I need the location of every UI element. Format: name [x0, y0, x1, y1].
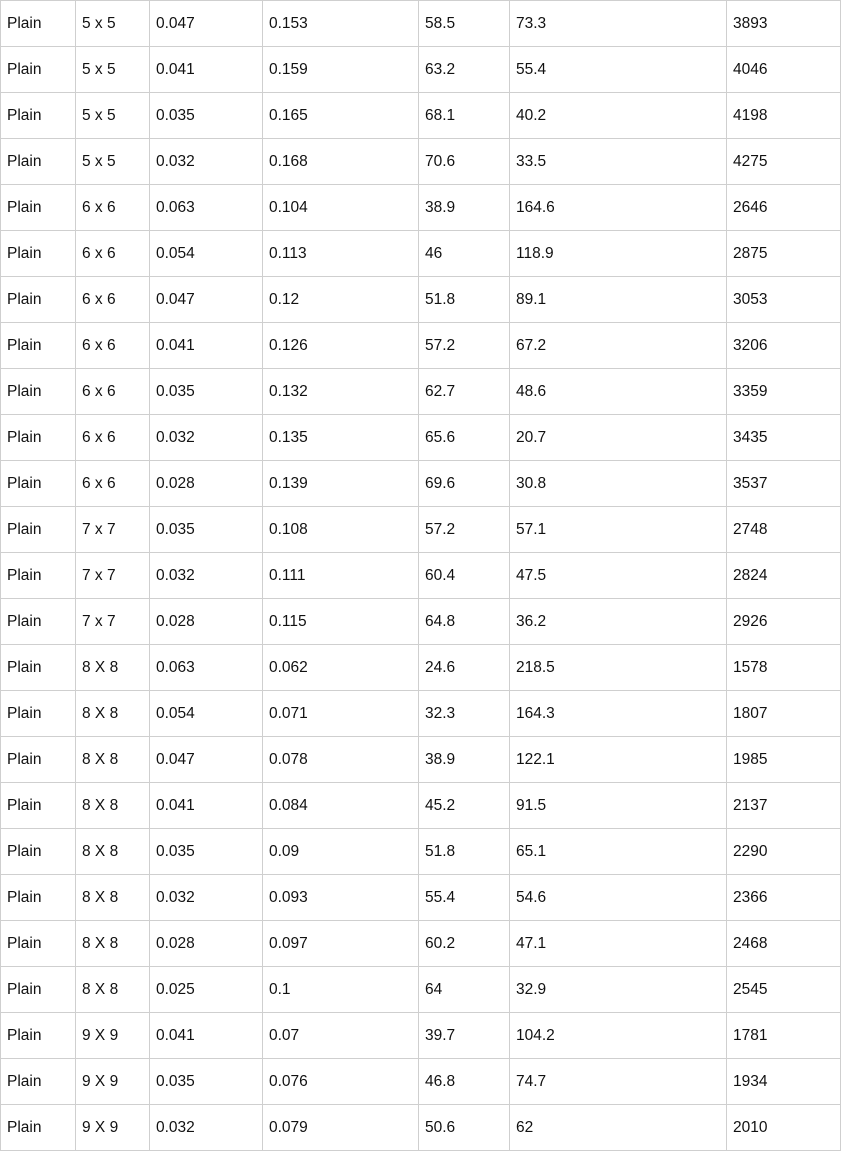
cell-mesh: 8 X 8 — [76, 737, 150, 783]
cell-col3: 0.041 — [150, 47, 263, 93]
cell-mesh: 6 x 6 — [76, 231, 150, 277]
cell-col3: 0.032 — [150, 1105, 263, 1151]
cell-col3: 0.054 — [150, 231, 263, 277]
cell-mesh: 6 x 6 — [76, 185, 150, 231]
cell-col6: 89.1 — [510, 277, 727, 323]
cell-col4: 0.12 — [263, 277, 419, 323]
cell-col3: 0.032 — [150, 415, 263, 461]
table-row — [1, 139, 841, 185]
table-row — [1, 47, 841, 93]
cell-col5: 63.2 — [419, 47, 510, 93]
cell-col6: 36.2 — [510, 599, 727, 645]
cell-col5: 68.1 — [419, 93, 510, 139]
cell-col6: 122.1 — [510, 737, 727, 783]
cell-col4: 0.132 — [263, 369, 419, 415]
cell-type: Plain — [1, 967, 76, 1013]
cell-col3: 0.028 — [150, 461, 263, 507]
cell-mesh: 6 x 6 — [76, 461, 150, 507]
cell-col6: 164.6 — [510, 185, 727, 231]
cell-col5: 51.8 — [419, 277, 510, 323]
cell-type: Plain — [1, 323, 76, 369]
cell-col6: 32.9 — [510, 967, 727, 1013]
cell-col4: 0.097 — [263, 921, 419, 967]
cell-col7: 2646 — [727, 185, 841, 231]
table-row — [1, 93, 841, 139]
cell-mesh: 8 X 8 — [76, 967, 150, 1013]
cell-col4: 0.084 — [263, 783, 419, 829]
cell-col6: 33.5 — [510, 139, 727, 185]
cell-col6: 47.1 — [510, 921, 727, 967]
cell-col3: 0.047 — [150, 737, 263, 783]
cell-col4: 0.062 — [263, 645, 419, 691]
table-row — [1, 507, 841, 553]
cell-col6: 57.1 — [510, 507, 727, 553]
cell-col7: 2366 — [727, 875, 841, 921]
cell-col3: 0.063 — [150, 185, 263, 231]
cell-mesh: 9 X 9 — [76, 1013, 150, 1059]
table-body — [1, 1, 841, 1151]
cell-mesh: 8 X 8 — [76, 875, 150, 921]
cell-col4: 0.093 — [263, 875, 419, 921]
cell-col4: 0.126 — [263, 323, 419, 369]
cell-col3: 0.047 — [150, 277, 263, 323]
cell-type: Plain — [1, 415, 76, 461]
cell-type: Plain — [1, 1, 76, 47]
cell-mesh: 5 x 5 — [76, 93, 150, 139]
cell-col3: 0.032 — [150, 875, 263, 921]
cell-type: Plain — [1, 1013, 76, 1059]
cell-type: Plain — [1, 921, 76, 967]
cell-col7: 1985 — [727, 737, 841, 783]
cell-type: Plain — [1, 829, 76, 875]
table-row — [1, 829, 841, 875]
table-row — [1, 369, 841, 415]
cell-mesh: 6 x 6 — [76, 277, 150, 323]
cell-col5: 46 — [419, 231, 510, 277]
cell-col3: 0.035 — [150, 507, 263, 553]
cell-type: Plain — [1, 875, 76, 921]
cell-col4: 0.165 — [263, 93, 419, 139]
cell-col5: 24.6 — [419, 645, 510, 691]
cell-col4: 0.168 — [263, 139, 419, 185]
cell-col7: 2926 — [727, 599, 841, 645]
cell-col6: 55.4 — [510, 47, 727, 93]
cell-col7: 3053 — [727, 277, 841, 323]
cell-col6: 218.5 — [510, 645, 727, 691]
cell-type: Plain — [1, 139, 76, 185]
cell-col4: 0.07 — [263, 1013, 419, 1059]
cell-type: Plain — [1, 277, 76, 323]
cell-type: Plain — [1, 1105, 76, 1151]
cell-col5: 46.8 — [419, 1059, 510, 1105]
cell-col5: 51.8 — [419, 829, 510, 875]
cell-type: Plain — [1, 93, 76, 139]
cell-col6: 104.2 — [510, 1013, 727, 1059]
cell-col7: 1578 — [727, 645, 841, 691]
cell-col5: 64 — [419, 967, 510, 1013]
cell-col7: 2010 — [727, 1105, 841, 1151]
cell-col3: 0.063 — [150, 645, 263, 691]
cell-col6: 47.5 — [510, 553, 727, 599]
cell-type: Plain — [1, 645, 76, 691]
cell-type: Plain — [1, 553, 76, 599]
cell-col6: 62 — [510, 1105, 727, 1151]
cell-col3: 0.041 — [150, 323, 263, 369]
cell-col7: 1934 — [727, 1059, 841, 1105]
table-row — [1, 737, 841, 783]
cell-col4: 0.076 — [263, 1059, 419, 1105]
cell-col3: 0.041 — [150, 783, 263, 829]
cell-col3: 0.035 — [150, 1059, 263, 1105]
cell-mesh: 8 X 8 — [76, 645, 150, 691]
cell-col7: 2137 — [727, 783, 841, 829]
cell-mesh: 7 x 7 — [76, 507, 150, 553]
cell-type: Plain — [1, 231, 76, 277]
table-row — [1, 691, 841, 737]
cell-col5: 45.2 — [419, 783, 510, 829]
cell-col6: 54.6 — [510, 875, 727, 921]
cell-col3: 0.035 — [150, 829, 263, 875]
cell-col4: 0.159 — [263, 47, 419, 93]
table-row — [1, 645, 841, 691]
cell-col7: 2290 — [727, 829, 841, 875]
cell-col5: 57.2 — [419, 323, 510, 369]
cell-col4: 0.153 — [263, 1, 419, 47]
cell-col6: 48.6 — [510, 369, 727, 415]
cell-type: Plain — [1, 737, 76, 783]
cell-type: Plain — [1, 783, 76, 829]
cell-col3: 0.054 — [150, 691, 263, 737]
cell-mesh: 9 X 9 — [76, 1059, 150, 1105]
cell-col3: 0.028 — [150, 599, 263, 645]
cell-col5: 55.4 — [419, 875, 510, 921]
cell-col6: 74.7 — [510, 1059, 727, 1105]
cell-mesh: 6 x 6 — [76, 323, 150, 369]
cell-type: Plain — [1, 47, 76, 93]
cell-col3: 0.025 — [150, 967, 263, 1013]
cell-col5: 50.6 — [419, 1105, 510, 1151]
cell-col4: 0.113 — [263, 231, 419, 277]
cell-col7: 3206 — [727, 323, 841, 369]
cell-col7: 3359 — [727, 369, 841, 415]
cell-col4: 0.079 — [263, 1105, 419, 1151]
cell-col4: 0.078 — [263, 737, 419, 783]
cell-col4: 0.139 — [263, 461, 419, 507]
cell-col6: 65.1 — [510, 829, 727, 875]
table-row — [1, 185, 841, 231]
cell-col6: 164.3 — [510, 691, 727, 737]
cell-mesh: 7 x 7 — [76, 553, 150, 599]
cell-col5: 57.2 — [419, 507, 510, 553]
cell-col7: 3893 — [727, 1, 841, 47]
cell-mesh: 8 X 8 — [76, 829, 150, 875]
cell-col4: 0.09 — [263, 829, 419, 875]
cell-col3: 0.032 — [150, 553, 263, 599]
cell-col5: 60.4 — [419, 553, 510, 599]
table-row — [1, 1105, 841, 1151]
cell-col6: 30.8 — [510, 461, 727, 507]
cell-col4: 0.111 — [263, 553, 419, 599]
table-row — [1, 231, 841, 277]
cell-col7: 2875 — [727, 231, 841, 277]
cell-col5: 60.2 — [419, 921, 510, 967]
cell-mesh: 5 x 5 — [76, 139, 150, 185]
cell-col7: 4198 — [727, 93, 841, 139]
table-row — [1, 1, 841, 47]
cell-type: Plain — [1, 507, 76, 553]
table-row — [1, 783, 841, 829]
cell-col5: 64.8 — [419, 599, 510, 645]
cell-col6: 67.2 — [510, 323, 727, 369]
table-row — [1, 967, 841, 1013]
cell-col5: 62.7 — [419, 369, 510, 415]
cell-col3: 0.028 — [150, 921, 263, 967]
cell-col7: 3537 — [727, 461, 841, 507]
table-row — [1, 277, 841, 323]
table-row — [1, 921, 841, 967]
cell-col4: 0.104 — [263, 185, 419, 231]
cell-col5: 38.9 — [419, 737, 510, 783]
cell-col7: 2545 — [727, 967, 841, 1013]
cell-col7: 2824 — [727, 553, 841, 599]
cell-col7: 1807 — [727, 691, 841, 737]
cell-col6: 91.5 — [510, 783, 727, 829]
cell-col4: 0.135 — [263, 415, 419, 461]
cell-type: Plain — [1, 461, 76, 507]
cell-type: Plain — [1, 599, 76, 645]
cell-col6: 40.2 — [510, 93, 727, 139]
cell-col7: 2748 — [727, 507, 841, 553]
cell-col5: 38.9 — [419, 185, 510, 231]
cell-col3: 0.047 — [150, 1, 263, 47]
cell-col7: 1781 — [727, 1013, 841, 1059]
cell-mesh: 5 x 5 — [76, 47, 150, 93]
cell-col6: 20.7 — [510, 415, 727, 461]
cell-col7: 4046 — [727, 47, 841, 93]
cell-col5: 69.6 — [419, 461, 510, 507]
table-row — [1, 323, 841, 369]
cell-mesh: 8 X 8 — [76, 921, 150, 967]
cell-col4: 0.108 — [263, 507, 419, 553]
cell-col5: 58.5 — [419, 1, 510, 47]
cell-mesh: 6 x 6 — [76, 369, 150, 415]
cell-col3: 0.041 — [150, 1013, 263, 1059]
table-row — [1, 1013, 841, 1059]
cell-col7: 3435 — [727, 415, 841, 461]
cell-col3: 0.035 — [150, 369, 263, 415]
cell-mesh: 5 x 5 — [76, 1, 150, 47]
cell-col6: 118.9 — [510, 231, 727, 277]
table-row — [1, 553, 841, 599]
cell-col4: 0.071 — [263, 691, 419, 737]
cell-col4: 0.115 — [263, 599, 419, 645]
table-row — [1, 875, 841, 921]
cell-col6: 73.3 — [510, 1, 727, 47]
cell-mesh: 7 x 7 — [76, 599, 150, 645]
cell-col4: 0.1 — [263, 967, 419, 1013]
cell-mesh: 8 X 8 — [76, 783, 150, 829]
table-row — [1, 1059, 841, 1105]
cell-type: Plain — [1, 691, 76, 737]
cell-col5: 65.6 — [419, 415, 510, 461]
table-row — [1, 415, 841, 461]
table-row — [1, 599, 841, 645]
table-row — [1, 461, 841, 507]
cell-col3: 0.032 — [150, 139, 263, 185]
cell-type: Plain — [1, 185, 76, 231]
cell-col5: 70.6 — [419, 139, 510, 185]
cell-col7: 4275 — [727, 139, 841, 185]
cell-mesh: 9 X 9 — [76, 1105, 150, 1151]
cell-type: Plain — [1, 369, 76, 415]
cell-col3: 0.035 — [150, 93, 263, 139]
cell-type: Plain — [1, 1059, 76, 1105]
cell-mesh: 8 X 8 — [76, 691, 150, 737]
cell-mesh: 6 x 6 — [76, 415, 150, 461]
cell-col5: 39.7 — [419, 1013, 510, 1059]
cell-col5: 32.3 — [419, 691, 510, 737]
cell-col7: 2468 — [727, 921, 841, 967]
